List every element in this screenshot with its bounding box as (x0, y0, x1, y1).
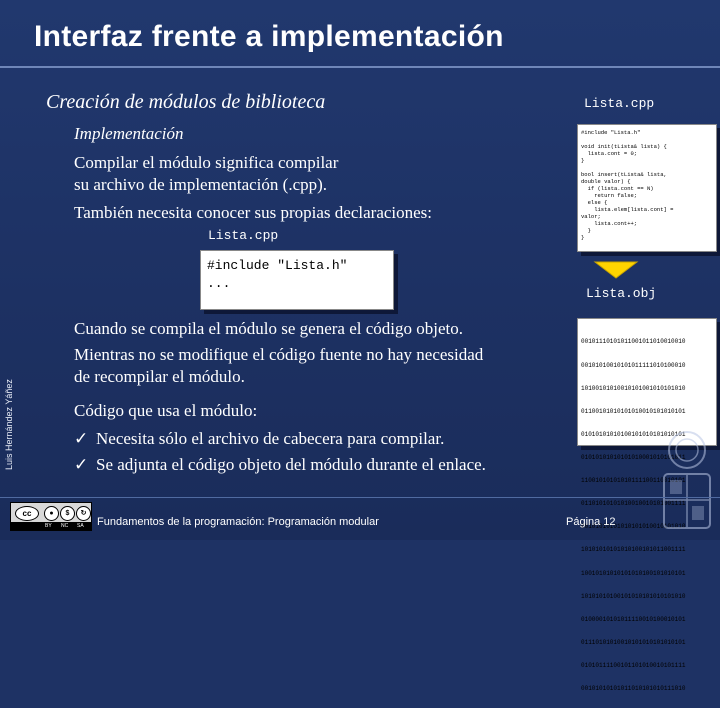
object-code-line: 01010111100101101010010101111 (581, 661, 686, 669)
object-code-line: 11001010101010111100110010101 (581, 477, 686, 485)
check-icon: ✓ (74, 429, 89, 448)
code-line: ... (207, 276, 231, 291)
page-number: Página 12 (566, 516, 616, 528)
object-code-line: 00101010101011010101010111010 (581, 685, 686, 693)
object-code-line: 10101010100101010101010101010 (581, 592, 686, 600)
source-code: #include "Lista.h" void init(tLista& lista) { lista.cont = 0; } bool insert(tLista& lista, double valor) { if (lista.cont == N) return false; else { lista.elem[lista.cont] = valor; lista.cont++; } } (581, 129, 674, 241)
slide-title: Interfaz frente a implementación (34, 20, 504, 53)
license-label-by: BY (45, 523, 52, 529)
paragraph-declarations: También necesita conocer sus propias declaraciones: (74, 203, 433, 222)
bullet-text: Se adjunta el código objeto del módulo durante el enlace. (96, 455, 486, 474)
object-code-line: 00101010010101011111010100010 (581, 361, 686, 369)
title-divider (0, 66, 720, 68)
object-code-line: 10010101010101010100101010101 (581, 569, 686, 577)
object-code-line: 10100101010010101001010101010 (581, 384, 686, 392)
bullet-item (74, 428, 444, 450)
license-label-nc: NC (61, 523, 69, 529)
university-crest-icon (656, 428, 718, 536)
arrow-down-icon (595, 262, 637, 278)
paragraph-object-code: Cuando se compila el módulo se genera el código objeto. (74, 319, 464, 338)
check-icon: ✓ (74, 455, 89, 474)
slide-subtitle: Creación de módulos de biblioteca (46, 91, 326, 113)
paragraph-usage: Código que usa el módulo: (74, 401, 258, 420)
object-code-line: 00101110101011001011010010010 (581, 338, 686, 346)
paragraph-line: su archivo de implementación (.cpp). (74, 175, 328, 194)
source-code-box (577, 124, 717, 252)
noncommercial-icon: $ (60, 506, 75, 521)
object-code-line: 01100101010101010010101010101 (581, 407, 686, 415)
creative-commons-license-badge[interactable] (10, 502, 92, 531)
cc-logo-icon: cc (15, 506, 39, 521)
code-line: #include "Lista.h" (207, 258, 348, 273)
include-code-box (200, 250, 394, 310)
paragraph-line: Mientras no se modifique el código fuente no hay necesidad (74, 345, 484, 364)
sharealike-icon: ↻ (76, 506, 91, 521)
object-code-line: 01010101010101010001010101011 (581, 453, 686, 461)
license-labels (11, 522, 91, 530)
paragraph-line: de recompilar el módulo. (74, 367, 245, 386)
footer-divider (0, 497, 720, 498)
object-code-line: 10101010101010100101011001111 (581, 546, 686, 554)
paragraph-compile (74, 152, 338, 196)
license-label-sa: SA (77, 523, 84, 529)
author-credit: Luis Hernández Yáñez (4, 379, 14, 470)
file-label-cpp-right: Lista.cpp (584, 96, 655, 111)
object-code-line: 01110101010010101010101010101 (581, 638, 686, 646)
file-label-cpp-left: Lista.cpp (208, 228, 279, 243)
paragraph-recompile (74, 344, 483, 388)
by-attribution-icon: ● (44, 506, 59, 521)
object-code-line: 00101010101010101010010101010 (581, 523, 686, 531)
object-code-line: 01000010101011110010100010101 (581, 615, 686, 623)
bullet-text: Necesita sólo el archivo de cabecera para compilar. (96, 429, 445, 448)
paragraph-line: Compilar el módulo significa compilar (74, 153, 339, 172)
object-code-line: 01010101010100101010101010101 (581, 430, 686, 438)
section-heading: Implementación (74, 124, 184, 143)
file-label-obj: Lista.obj (586, 286, 657, 301)
course-title: Fundamentos de la programación: Programación modular (97, 516, 379, 528)
object-code-line: 01101010101010010010101001111 (581, 500, 686, 508)
bullet-item (74, 454, 486, 476)
